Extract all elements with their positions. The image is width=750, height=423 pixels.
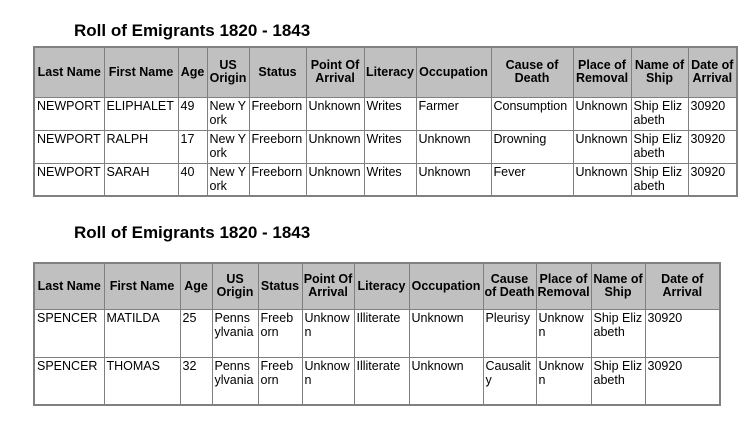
cell-us-origin: Pennsylvania <box>212 309 258 357</box>
column-header-age: Age <box>178 47 207 97</box>
cell-age: 40 <box>178 163 207 196</box>
cell-date-of-arrival: 30920 <box>688 163 737 196</box>
emigrant-table-spencer <box>33 262 721 406</box>
cell-name-of-ship: Ship Elizabeth <box>591 357 645 405</box>
cell-cause-of-death: Fever <box>491 163 573 196</box>
cell-status: Freeborn <box>258 309 302 357</box>
cell-occupation: Unknown <box>409 357 483 405</box>
cell-status: Freeborn <box>249 163 306 196</box>
cell-literacy: Writes <box>364 97 416 130</box>
cell-date-of-arrival: 30920 <box>688 130 737 163</box>
cell-last-name: SPENCER <box>34 309 104 357</box>
cell-us-origin: New York <box>207 97 249 130</box>
cell-status: Freeborn <box>249 130 306 163</box>
cell-first-name: SARAH <box>104 163 178 196</box>
cell-literacy: Illiterate <box>354 357 409 405</box>
column-header-age: Age <box>180 263 212 309</box>
cell-cause-of-death: Causality <box>483 357 536 405</box>
column-header-last-name: Last Name <box>34 263 104 309</box>
cell-us-origin: New York <box>207 163 249 196</box>
column-header-date-of-arrival: Date of Arrival <box>645 263 720 309</box>
cell-literacy: Writes <box>364 130 416 163</box>
cell-age: 25 <box>180 309 212 357</box>
cell-point-of-arrival: Unknown <box>306 163 364 196</box>
cell-point-of-arrival: Unknown <box>306 130 364 163</box>
column-header-status: Status <box>258 263 302 309</box>
cell-occupation: Unknown <box>409 309 483 357</box>
cell-point-of-arrival: Unknown <box>302 357 354 405</box>
cell-us-origin: Pennsylvania <box>212 357 258 405</box>
cell-date-of-arrival: 30920 <box>688 97 737 130</box>
table-row <box>34 357 720 405</box>
cell-occupation: Farmer <box>416 97 491 130</box>
cell-first-name: THOMAS <box>104 357 180 405</box>
column-header-date-of-arrival: Date of Arrival <box>688 47 737 97</box>
cell-us-origin: New York <box>207 130 249 163</box>
table-header-row <box>34 47 737 97</box>
table-header-row <box>34 263 720 309</box>
page-title: Roll of Emigrants 1820 - 1843 <box>74 223 311 242</box>
cell-place-of-removal: Unknown <box>536 357 591 405</box>
cell-age: 32 <box>180 357 212 405</box>
cell-place-of-removal: Unknown <box>573 97 631 130</box>
cell-last-name: NEWPORT <box>34 163 104 196</box>
column-header-name-of-ship: Name of Ship <box>631 47 688 97</box>
cell-cause-of-death: Drowning <box>491 130 573 163</box>
cell-name-of-ship: Ship Elizabeth <box>591 309 645 357</box>
cell-cause-of-death: Pleurisy <box>483 309 536 357</box>
column-header-us-origin: US Origin <box>212 263 258 309</box>
column-header-cause-of-death: Cause of Death <box>491 47 573 97</box>
cell-occupation: Unknown <box>416 163 491 196</box>
cell-last-name: SPENCER <box>34 357 104 405</box>
column-header-place-of-removal: Place of Removal <box>573 47 631 97</box>
page-title: Roll of Emigrants 1820 - 1843 <box>74 21 311 40</box>
column-header-status: Status <box>249 47 306 97</box>
cell-name-of-ship: Ship Elizabeth <box>631 130 688 163</box>
cell-point-of-arrival: Unknown <box>306 97 364 130</box>
column-header-name-of-ship: Name of Ship <box>591 263 645 309</box>
cell-date-of-arrival: 30920 <box>645 309 720 357</box>
column-header-occupation: Occupation <box>416 47 491 97</box>
cell-name-of-ship: Ship Elizabeth <box>631 97 688 130</box>
cell-place-of-removal: Unknown <box>573 130 631 163</box>
column-header-literacy: Literacy <box>364 47 416 97</box>
cell-status: Freeborn <box>249 97 306 130</box>
cell-place-of-removal: Unknown <box>536 309 591 357</box>
column-header-place-of-removal: Place of Removal <box>536 263 591 309</box>
cell-point-of-arrival: Unknown <box>302 309 354 357</box>
column-header-point-of-arrival: Point Of Arrival <box>306 47 364 97</box>
cell-literacy: Illiterate <box>354 309 409 357</box>
cell-literacy: Writes <box>364 163 416 196</box>
cell-first-name: RALPH <box>104 130 178 163</box>
column-header-last-name: Last Name <box>34 47 104 97</box>
column-header-first-name: First Name <box>104 263 180 309</box>
cell-occupation: Unknown <box>416 130 491 163</box>
cell-last-name: NEWPORT <box>34 130 104 163</box>
cell-age: 49 <box>178 97 207 130</box>
column-header-cause-of-death: Cause of Death <box>483 263 536 309</box>
cell-last-name: NEWPORT <box>34 97 104 130</box>
table-row <box>34 97 737 130</box>
cell-place-of-removal: Unknown <box>573 163 631 196</box>
column-header-literacy: Literacy <box>354 263 409 309</box>
emigrant-table-newport <box>33 46 738 197</box>
cell-name-of-ship: Ship Elizabeth <box>631 163 688 196</box>
table-row <box>34 309 720 357</box>
cell-first-name: MATILDA <box>104 309 180 357</box>
column-header-occupation: Occupation <box>409 263 483 309</box>
column-header-first-name: First Name <box>104 47 178 97</box>
cell-date-of-arrival: 30920 <box>645 357 720 405</box>
cell-age: 17 <box>178 130 207 163</box>
table-row <box>34 163 737 196</box>
cell-status: Freeborn <box>258 357 302 405</box>
column-header-point-of-arrival: Point Of Arrival <box>302 263 354 309</box>
cell-cause-of-death: Consumption <box>491 97 573 130</box>
table-row <box>34 130 737 163</box>
cell-first-name: ELIPHALET <box>104 97 178 130</box>
column-header-us-origin: US Origin <box>207 47 249 97</box>
